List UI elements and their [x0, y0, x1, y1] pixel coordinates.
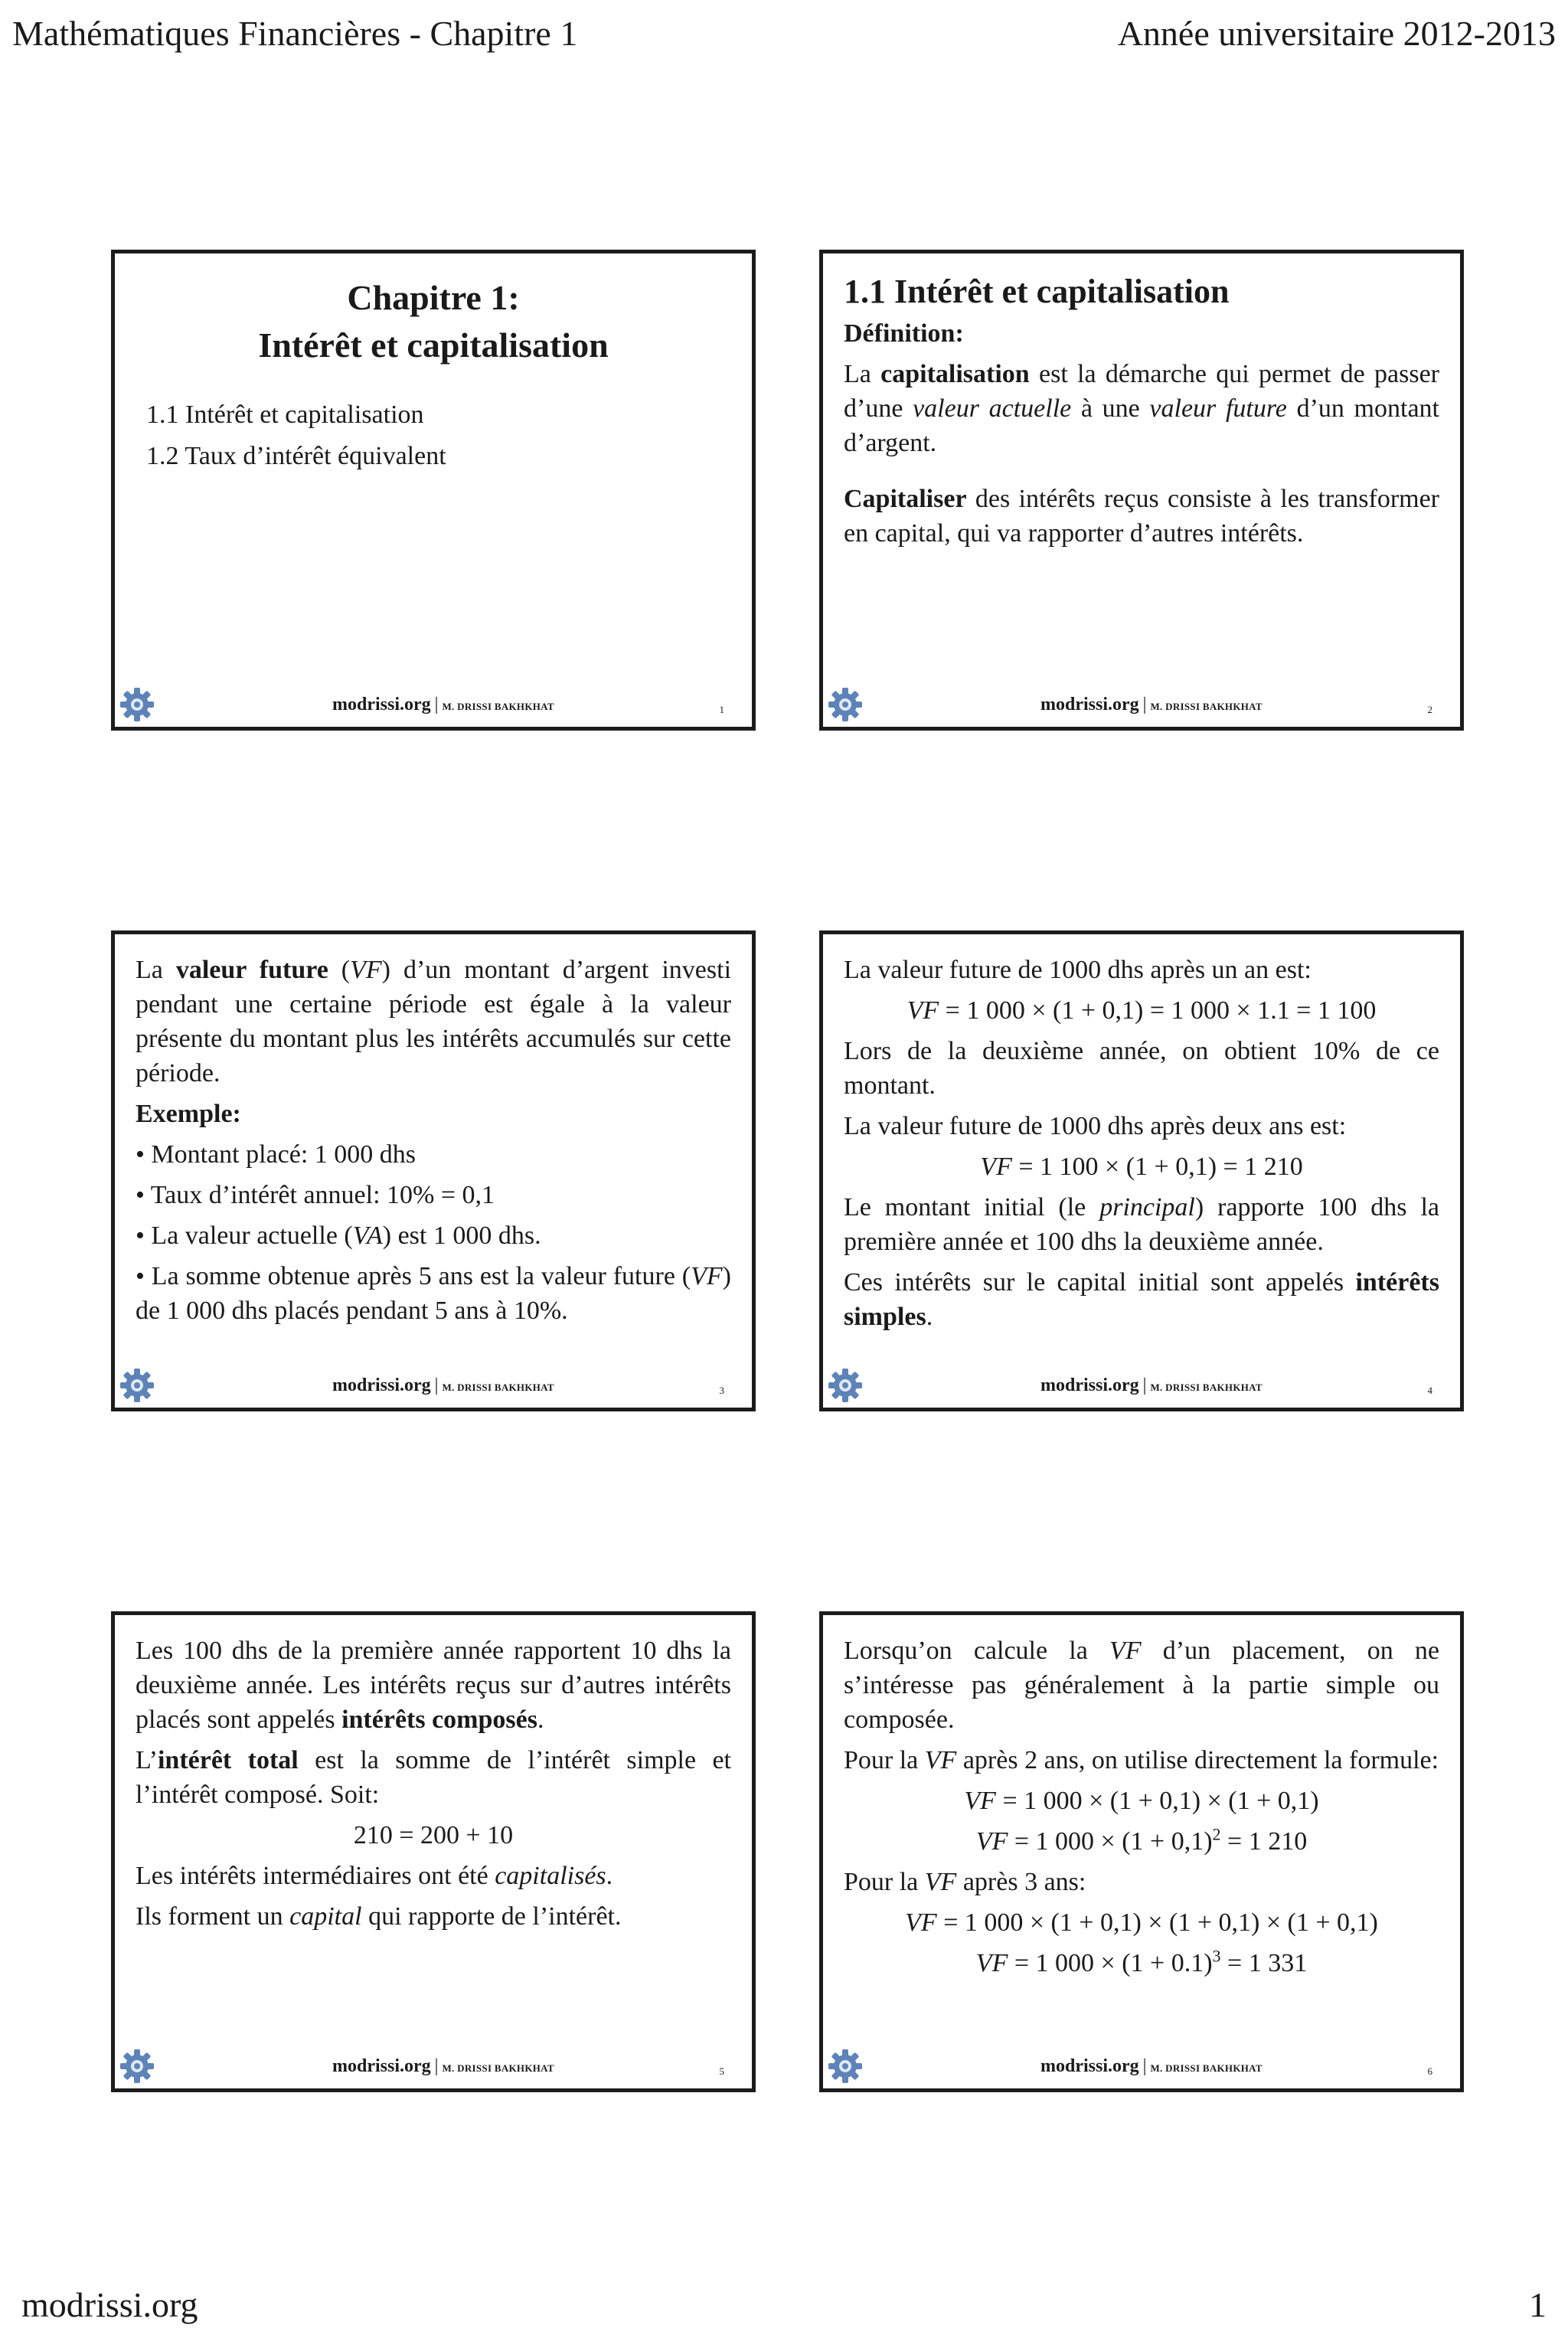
slide-footer-site: modrissi.org | M. DRISSI BAKHKHAT	[1040, 1375, 1263, 1395]
slide-title: 1.1 Intérêt et capitalisation	[844, 273, 1230, 310]
slide-number: 3	[719, 1385, 724, 1396]
paragraph: Ces intérêts sur le capital initial sont appelés intérêts simples.	[844, 1268, 1439, 1331]
slide-footer	[115, 2039, 752, 2088]
example-label: Exemple:	[136, 1100, 241, 1128]
paragraph: Les 100 dhs de la première année rapportent 10 dhs la deuxième année. Les intérêts reçus sur d’autres intérêts placés sont appelés intérêts composés.	[136, 1637, 731, 1734]
page-header-year: Année universitaire 2012-2013	[1117, 14, 1556, 53]
slide-5	[111, 1611, 756, 2092]
toc-item: 1.2 Taux d’intérêt équivalent	[146, 442, 446, 470]
gear-logo-icon	[119, 2049, 155, 2084]
table-of-contents	[136, 394, 731, 477]
slide-number: 5	[719, 2065, 724, 2077]
slide-title-line2: Intérêt et capitalisation	[258, 325, 609, 365]
paragraph: Le montant initial (le principal) rapporte 100 dhs la première année et 100 dhs la deuxième année.	[844, 1193, 1439, 1256]
equation: VF = 1 000 × (1 + 0,1) = 1 000 × 1.1 = 1 100	[906, 996, 1377, 1025]
slide-number: 1	[719, 704, 724, 715]
page-number: 1	[1529, 2285, 1547, 2324]
page-footer-site: modrissi.org	[21, 2285, 198, 2324]
paragraph: Capitaliser des intérêts reçus consiste à les transformer en capital, qui va rapporter d’autres intérêts.	[844, 485, 1439, 548]
bullet-item: • La valeur actuelle (VA) est 1 000 dhs.	[136, 1221, 541, 1250]
slide-2	[819, 250, 1464, 731]
toc-item: 1.1 Intérêt et capitalisation	[146, 401, 424, 429]
paragraph: Les intérêts intermédiaires ont été capitalisés.	[136, 1862, 613, 1890]
slide-4	[819, 930, 1464, 1411]
paragraph: Pour la VF après 3 ans:	[844, 1868, 1086, 1896]
gear-logo-icon	[828, 687, 863, 722]
paragraph: La valeur future de 1000 dhs après deux ans est:	[844, 1112, 1347, 1140]
slide-footer-site: modrissi.org | M. DRISSI BAKHKHAT	[332, 1375, 554, 1395]
slide-6	[819, 1611, 1464, 2092]
paragraph: Pour la VF après 2 ans, on utilise directement la formule:	[844, 1746, 1439, 1774]
slide-number: 6	[1427, 2065, 1432, 2077]
gear-logo-icon	[828, 2049, 863, 2084]
page-header-title: Mathématiques Financières - Chapitre 1	[12, 14, 578, 53]
paragraph: L’intérêt total est la somme de l’intérêt simple et l’intérêt composé. Soit:	[136, 1746, 731, 1809]
slide-footer-site: modrissi.org | M. DRISSI BAKHKHAT	[1040, 695, 1263, 715]
bullet-item: • Taux d’intérêt annuel: 10% = 0,1	[136, 1181, 495, 1209]
bullet-item: • Montant placé: 1 000 dhs	[136, 1140, 416, 1169]
slide-footer-site: modrissi.org | M. DRISSI BAKHKHAT	[1040, 2056, 1263, 2076]
paragraph: La valeur future (VF) d’un montant d’argent investi pendant une certaine période est égale à la valeur présente du montant plus les intérêts accumulés sur cette période.	[136, 956, 732, 1087]
paragraph: Lorsqu’on calcule la VF d’un placement, on ne s’intéresse pas généralement à la partie simple ou composée.	[844, 1637, 1440, 1734]
slide-footer-site: modrissi.org | M. DRISSI BAKHKHAT	[332, 2056, 554, 2076]
slide-footer	[115, 1359, 752, 1408]
definition-label: Définition:	[844, 319, 964, 348]
slide-number: 4	[1427, 1385, 1432, 1396]
slide-footer	[823, 1359, 1460, 1408]
equation: VF = 1 100 × (1 + 0,1) = 1 210	[980, 1153, 1303, 1181]
paragraph: La valeur future de 1000 dhs après un an est:	[844, 956, 1312, 984]
slide-footer	[823, 2039, 1460, 2088]
slide-title-line1: Chapitre 1:	[347, 278, 520, 317]
equation: 210 = 200 + 10	[353, 1821, 514, 1849]
equation: VF = 1 $000 \times (1 + 0,1)^2 = 1$ 210	[975, 1824, 1308, 1856]
gear-logo-icon	[119, 687, 155, 722]
slide-footer-site: modrissi.org | M. DRISSI BAKHKHAT	[332, 695, 554, 715]
slide-footer	[823, 678, 1460, 727]
slide-footer	[115, 678, 752, 727]
paragraph: Lors de la deuxième année, on obtient 10% de ce montant.	[844, 1037, 1439, 1100]
paragraph: La capitalisation est la démarche qui permet de passer d’une valeur actuelle à une valeur future d’un montant d’argent.	[844, 360, 1439, 457]
slide-1	[111, 250, 756, 731]
slide-3	[111, 930, 756, 1411]
slide-number: 2	[1427, 704, 1432, 715]
paragraph: Ils forment un capital qui rapporte de l’intérêt.	[136, 1902, 622, 1931]
gear-logo-icon	[828, 1368, 863, 1403]
equation: VF = 1 000 × (1 + 0,1) × (1 + 0,1)	[964, 1787, 1319, 1815]
equation: VF = 1 000 × (1 + 0,1) × (1 + 0,1) × (1 + 0,1)	[905, 1908, 1378, 1937]
gear-logo-icon	[119, 1368, 155, 1403]
bullet-item: • La somme obtenue après 5 ans est la valeur future (VF) de 1 000 dhs placés pendant 5 ans à 10%.	[136, 1262, 731, 1325]
equation: VF = 1 $000 \times (1 + 0.1)^3 = 1$ 331	[975, 1946, 1308, 1977]
